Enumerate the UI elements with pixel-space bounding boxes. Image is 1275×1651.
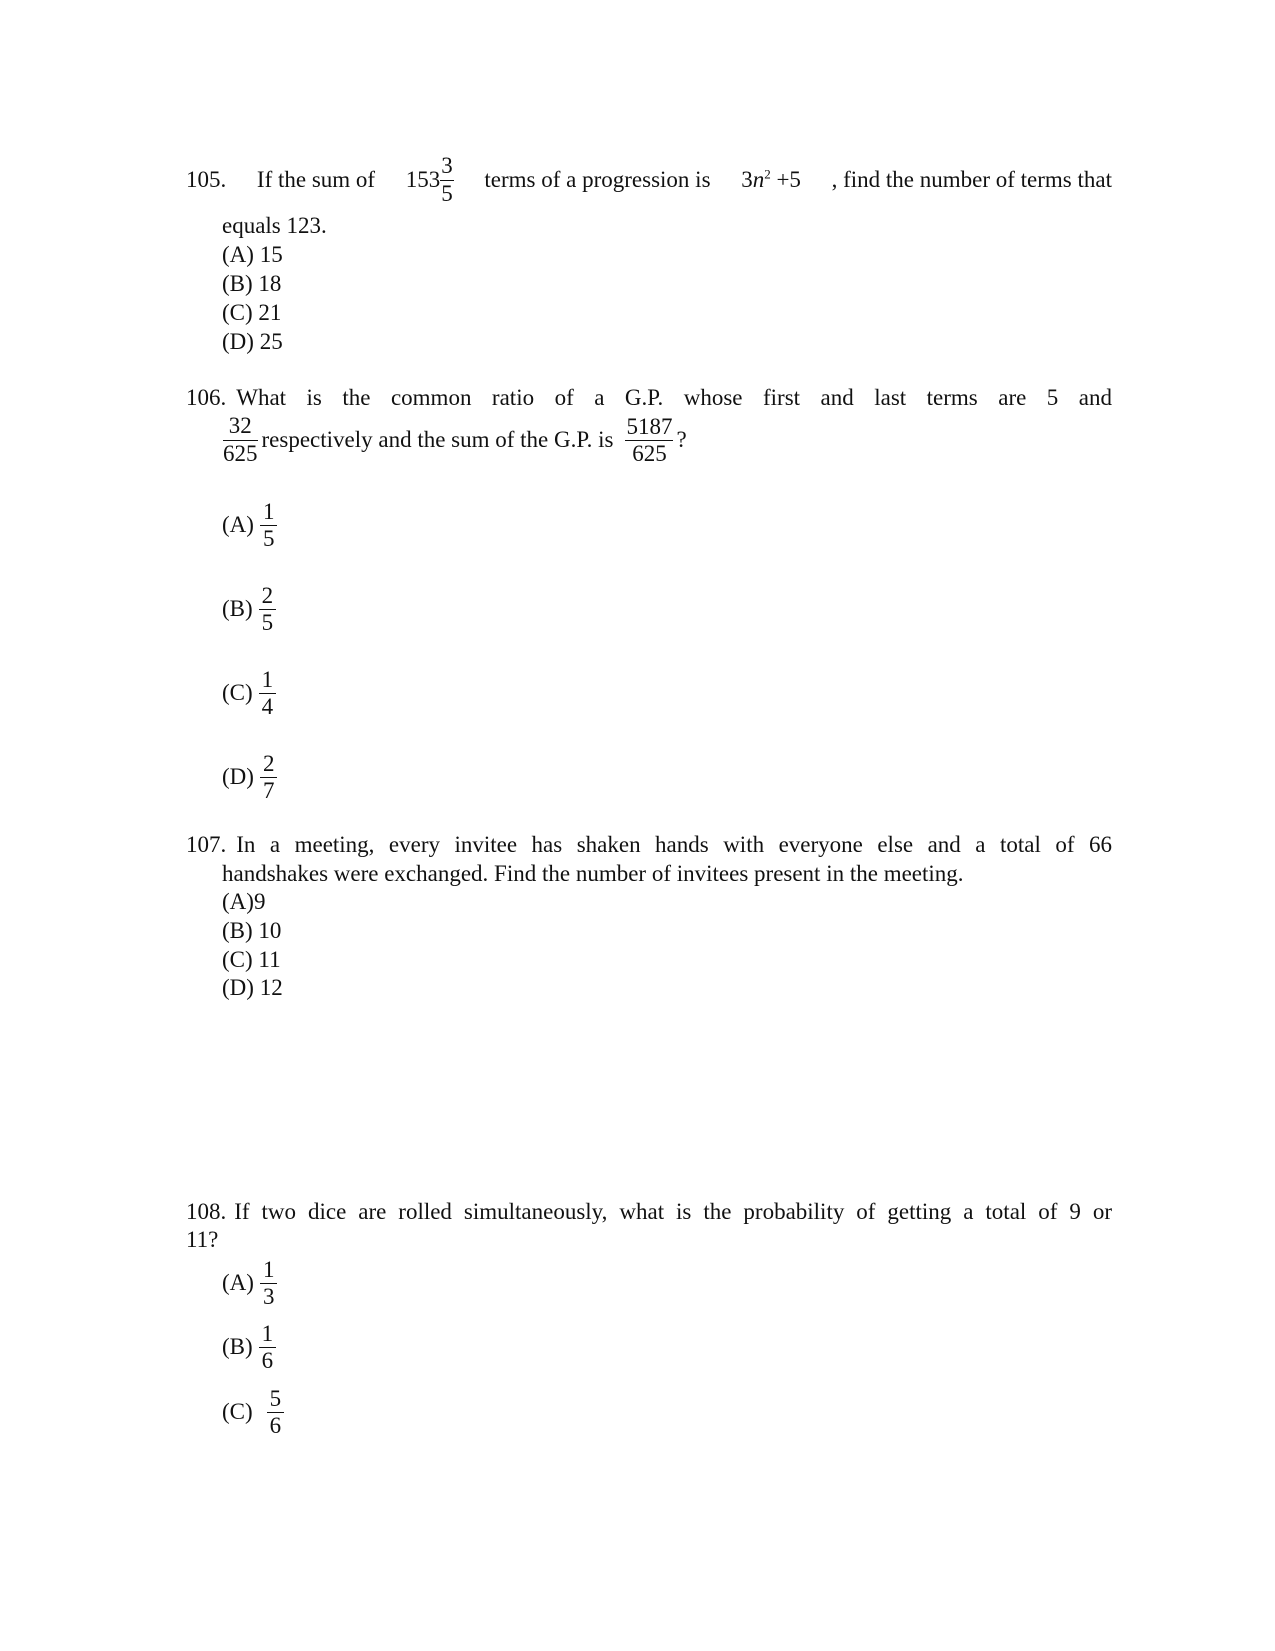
option-d: (D) 25 [222,329,283,354]
option-b: (B) 18 [222,271,282,296]
fraction: $\frac{3}{5}$ [441,153,453,206]
question-number: 108. [186,1199,227,1224]
fraction: $\frac{1}{6}$ [259,1322,277,1373]
option-a: (A) $\frac{1}{3}$ [222,1258,277,1309]
fraction: $\frac{2}{5}$ [259,584,277,635]
question-text: If two dice are rolled simultaneously, what is the probability of getting a total of 9 or [234,1199,1112,1224]
question-106-line-2: $\frac{32}{625}$ respectively and the sum of the G.P. is $\frac{5187}{625}$ ? [223,413,687,467]
mixed-number: 153 $\frac{3}{5}$ [405,153,453,206]
option-b: (B) $\frac{1}{6}$ [222,1322,276,1373]
question-105-line-1 [186,150,1112,210]
question-108-line-1 [186,1198,1112,1227]
option-b: (B) $\frac{2}{5}$ [222,584,276,635]
question-text: If the sum of [256,166,376,192]
option-d: (D) 12 [222,975,283,1000]
question-text: handshakes were exchanged. Find the number of invitees present in the meeting. [222,861,964,886]
question-106-line-1 [186,384,1112,413]
question-text: In a meeting, every invitee has shaken hands with everyone else and a total of 66 [236,832,1112,857]
option-d: (D) $\frac{2}{7}$ [222,752,277,803]
expression: $3n^2 +5$ [741,165,801,192]
question-text: equals 123. [222,213,327,238]
question-107-line-1 [186,831,1112,860]
question-text: , find the number of terms that [831,166,1112,192]
option-c: (C) 21 [222,300,282,325]
option-c: (C) $\frac{1}{4}$ [222,668,276,719]
fraction: $\frac{1}{3}$ [260,1258,278,1309]
question-text: What is the common ratio of a G.P. whose first and last terms are 5 and [236,385,1112,410]
fraction: $\frac{1}{5}$ [260,500,278,551]
option-b: (B) 10 [222,918,282,943]
fraction-first: $\frac{32}{625}$ [223,413,258,467]
fraction: $\frac{2}{7}$ [260,752,278,803]
fraction-second: $\frac{5187}{625}$ [626,413,673,466]
option-a: (A) 15 [222,242,283,267]
question-text: terms of a progression is [484,166,711,192]
option-c: (C) 11 [222,947,281,972]
question-number: 105. [186,166,227,192]
question-number: 107. [186,832,227,857]
question-text: 11? [186,1227,219,1252]
option-a: (A)9 [222,889,266,914]
question-number: 106. [186,385,227,410]
option-c: (C) $\frac{5}{6}$ [222,1387,284,1438]
question-text: respectively and the sum of the G.P. is [261,426,614,452]
fraction: $\frac{5}{6}$ [267,1387,285,1438]
fraction: $\frac{1}{4}$ [259,668,277,719]
option-a: (A) $\frac{1}{5}$ [222,500,277,551]
